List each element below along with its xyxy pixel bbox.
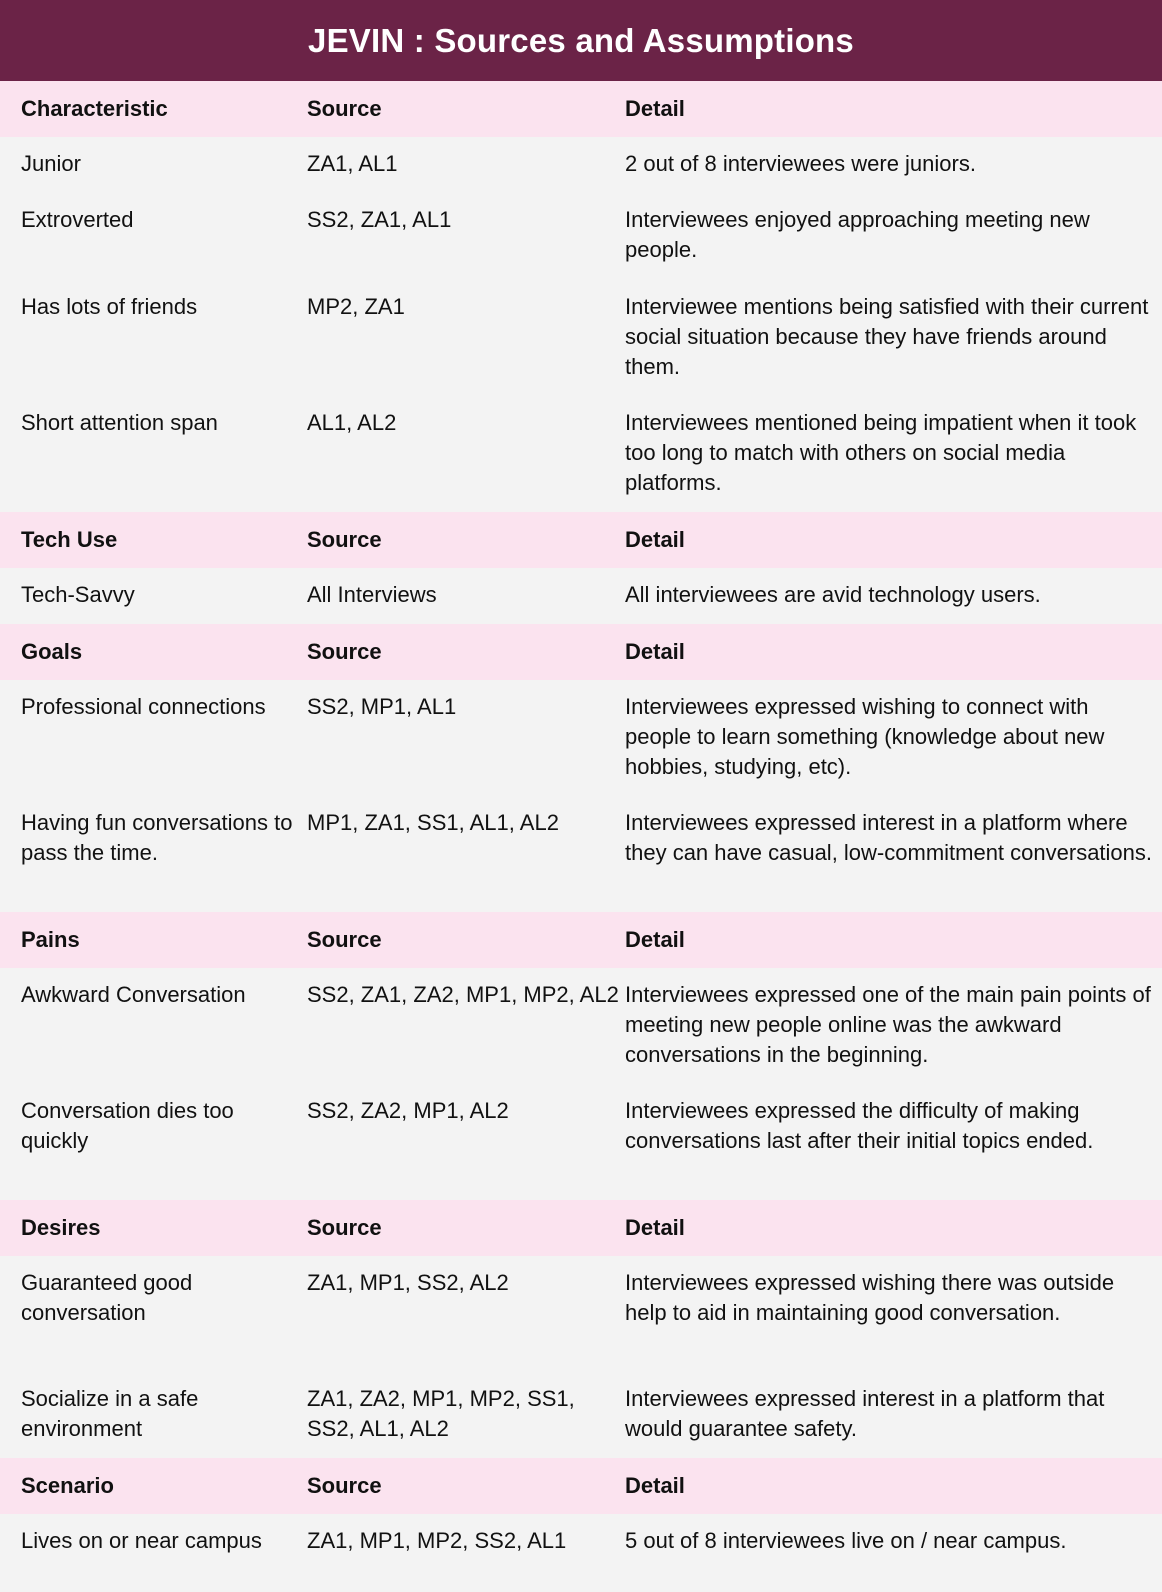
header-detail: Detail: [625, 1215, 685, 1240]
row-source: ZA1, MP1, MP2, SS2, AL1: [307, 1528, 567, 1553]
row-characteristic: Professional connections: [21, 694, 266, 719]
header-source: Source: [307, 927, 382, 952]
section-header-scenario: [0, 1458, 1162, 1514]
table-row: [0, 968, 1162, 1084]
row-detail: Interviewees expressed the difficulty of making conversations last after their initial topics ended.: [625, 1098, 1094, 1153]
header-category: Tech Use: [21, 527, 118, 552]
header-detail: Detail: [625, 927, 685, 952]
header-detail: Detail: [625, 96, 685, 121]
row-characteristic: Socialize in a safe environment: [21, 1386, 199, 1441]
table-row: [0, 680, 1162, 796]
row-detail: Interviewees enjoyed approaching meeting new people.: [625, 207, 1090, 262]
row-characteristic: Junior: [21, 151, 81, 176]
row-characteristic: Guaranteed good conversation: [21, 1270, 193, 1325]
header-category: Characteristic: [21, 96, 168, 121]
section-header-pains: [0, 912, 1162, 968]
header-category: Goals: [21, 639, 83, 664]
header-source: Source: [307, 1473, 382, 1498]
header-detail: Detail: [625, 639, 685, 664]
row-source: ZA1, MP1, SS2, AL2: [307, 1270, 509, 1295]
row-source: AL1, AL2: [307, 410, 397, 435]
row-characteristic: Tech-Savvy: [21, 582, 135, 607]
table-row: [0, 568, 1162, 624]
table-row: [0, 193, 1162, 280]
row-characteristic: Conversation dies too quickly: [21, 1098, 234, 1153]
section-header-desires: [0, 1200, 1162, 1256]
row-source: MP2, ZA1: [307, 294, 405, 319]
table-row: [0, 137, 1162, 193]
row-detail: Interviewees expressed wishing to connect with people to learn something (knowledge about new hobbies, studying, etc).: [625, 694, 1105, 779]
row-detail: 2 out of 8 interviewees were juniors.: [625, 151, 976, 176]
table-row: [0, 1514, 1162, 1570]
row-source: MP1, ZA1, SS1, AL1, AL2: [307, 810, 559, 835]
row-characteristic: Lives on or near campus: [21, 1528, 262, 1553]
row-detail: All interviewees are avid technology users.: [625, 582, 1041, 607]
page-title: JEVIN : Sources and Assumptions: [0, 0, 1162, 81]
header-source: Source: [307, 1215, 382, 1240]
row-characteristic: Has lots of friends: [21, 294, 198, 319]
row-detail: Interviewees mentioned being impatient when it took too long to match with others on social media platforms.: [625, 410, 1137, 495]
row-source: SS2, MP1, AL1: [307, 694, 457, 719]
row-detail: Interviewees expressed wishing there was outside help to aid in maintaining good conversation.: [625, 1270, 1115, 1325]
row-source: SS2, ZA2, MP1, AL2: [307, 1098, 509, 1123]
row-source: SS2, ZA1, AL1: [307, 207, 452, 232]
row-detail: Interviewees expressed interest in a platform that would guarantee safety.: [625, 1386, 1105, 1441]
table-row: [0, 1256, 1162, 1372]
row-detail: Interviewee mentions being satisfied with their current social situation because they have friends around them.: [625, 294, 1149, 379]
section-header-goals: [0, 624, 1162, 680]
header-source: Source: [307, 96, 382, 121]
row-characteristic: Extroverted: [21, 207, 134, 232]
header-source: Source: [307, 527, 382, 552]
table-row: [0, 396, 1162, 512]
row-source: ZA1, ZA2, MP1, MP2, SS1, SS2, AL1, AL2: [307, 1386, 575, 1441]
row-source: All Interviews: [307, 582, 437, 607]
section-header-tech-use: [0, 512, 1162, 568]
table-row: [0, 796, 1162, 912]
header-category: Desires: [21, 1215, 101, 1240]
table-row: [0, 1372, 1162, 1458]
row-source: SS2, ZA1, ZA2, MP1, MP2, AL2: [307, 982, 619, 1007]
row-characteristic: Having fun conversations to pass the time.: [21, 810, 293, 865]
table-row: [0, 280, 1162, 396]
section-header-characteristic: [0, 81, 1162, 137]
header-category: Pains: [21, 927, 80, 952]
row-source: ZA1, AL1: [307, 151, 398, 176]
header-detail: Detail: [625, 1473, 685, 1498]
row-detail: 5 out of 8 interviewees live on / near campus.: [625, 1528, 1067, 1553]
table-row: [0, 1084, 1162, 1200]
row-detail: Interviewees expressed interest in a platform where they can have casual, low-commitment conversations.: [625, 810, 1153, 865]
row-detail: Interviewees expressed one of the main pain points of meeting new people online was the awkward conversations in the beginning.: [625, 982, 1151, 1067]
row-characteristic: Awkward Conversation: [21, 982, 246, 1007]
header-category: Scenario: [21, 1473, 114, 1498]
row-characteristic: Short attention span: [21, 410, 218, 435]
header-source: Source: [307, 639, 382, 664]
header-detail: Detail: [625, 527, 685, 552]
